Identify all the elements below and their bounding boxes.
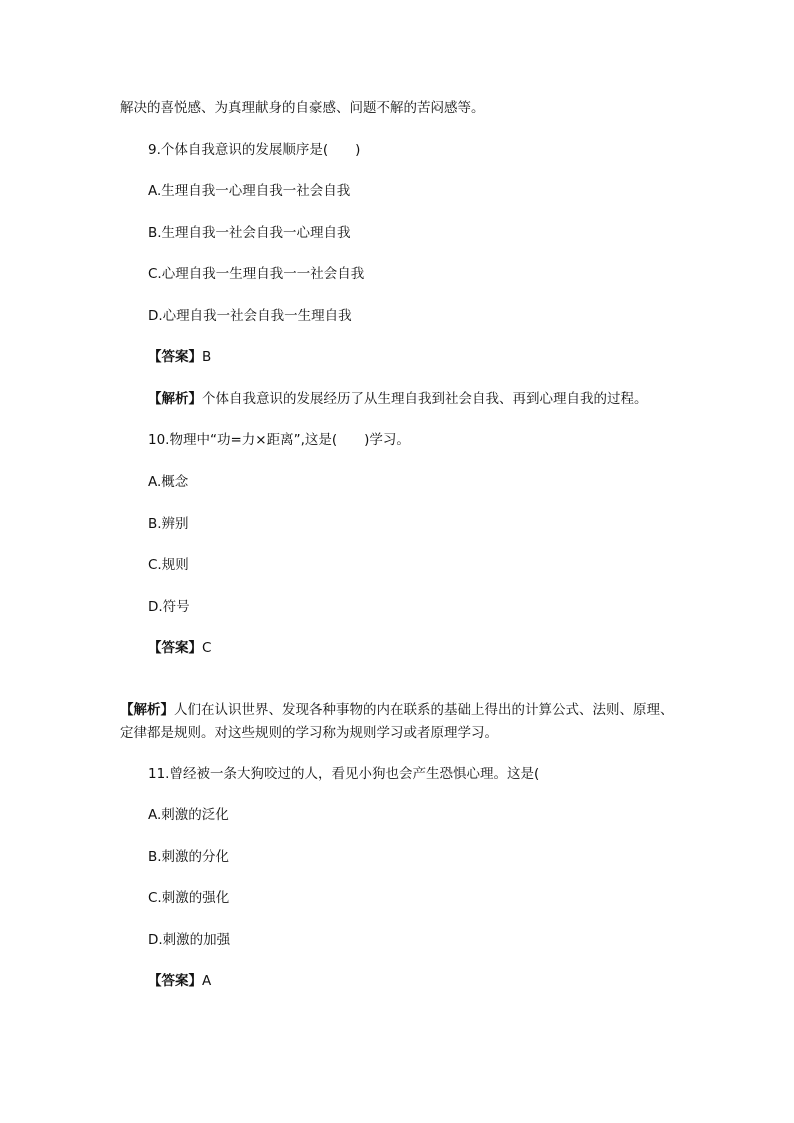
q9-answer-tag: 【答案】 [148,349,202,365]
q9-option-a: A.生理自我一心理自我一社会自我 [148,183,351,199]
q10-explanation-text: 人们在认识世界、发现各种事物的内在联系的基础上得出的计算公式、法则、原理、定律都是规则。对这些规则的学习称为规则学习或者原理学习。 [120,702,674,741]
question-11: 11.曾经被一条大狗咬过的人，看见小狗也会产生恐惧心理。这是( [148,766,540,782]
q10-option-c: C.规则 [148,557,189,573]
q9-explanation-tag: 【解析】 [148,391,202,407]
question-9: 9.个体自我意识的发展顺序是( ) [148,142,361,158]
q10-option-a: A.概念 [148,474,189,490]
q9-option-c: C.心理自我一生理自我一一社会自我 [148,266,365,282]
intro-line: 解决的喜悦感、为真理献身的自豪感、问题不解的苦闷感等。 [120,100,485,116]
q10-answer-tag: 【答案】 [148,640,202,656]
q9-answer [148,348,211,366]
q11-answer-tag: 【答案】 [148,973,202,989]
q10-explanation [120,699,676,745]
q9-explanation-text: 个体自我意识的发展经历了从生理自我到社会自我、再到心理自我的过程。 [202,391,648,407]
q9-answer-value: B [202,349,212,365]
q10-option-d: D.符号 [148,599,190,615]
q10-answer-value: C [202,640,212,656]
q11-answer-value: A [202,973,212,989]
question-10: 10.物理中“功=力×距离”,这是( )学习。 [148,432,410,448]
q11-option-c: C.刺激的强化 [148,890,230,906]
q11-option-d: D.刺激的加强 [148,932,231,948]
q10-answer [148,639,211,657]
q9-explanation [148,390,648,408]
q11-answer [148,972,211,990]
q11-option-b: B.刺激的分化 [148,849,230,865]
q10-explanation-tag: 【解析】 [120,702,174,718]
q11-option-a: A.刺激的泛化 [148,807,229,823]
q9-option-b: B.生理自我一社会自我一心理自我 [148,225,351,241]
q10-option-b: B.辨别 [148,516,189,532]
q9-option-d: D.心理自我一社会自我一生理自我 [148,308,352,324]
